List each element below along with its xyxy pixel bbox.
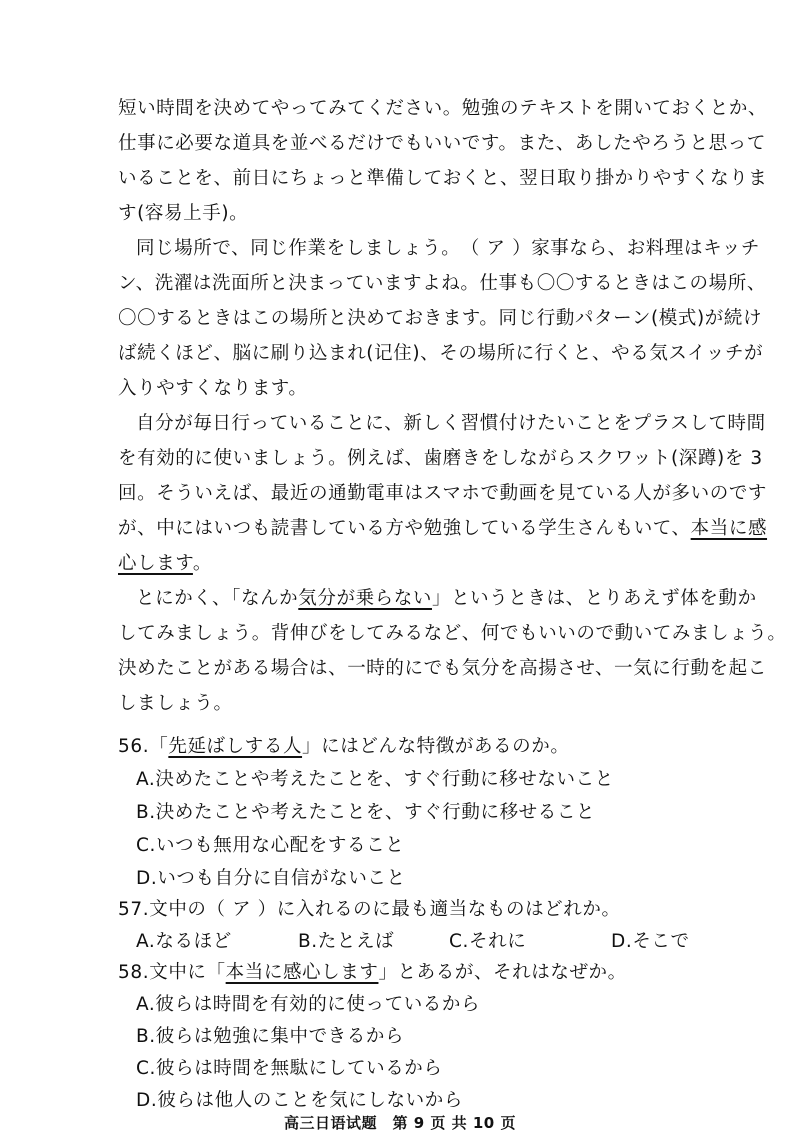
question-56-option-b: B.決めたことや考えたことを、すぐ行動に移せること [136,802,596,823]
question-57-option-c: C.それに [449,931,527,952]
question-56-open-quote: 「 [149,736,169,757]
passage-line-4: す(容易上手)。 [118,203,249,224]
passage-line-16: してみましょう。背伸びをしてみるなど、何でもいいので動いてみましょう。 [118,623,787,644]
passage-line-12: 回。そういえば、最近の通勤電車はスマホで動画を見ている人が多いのです [118,483,768,504]
passage-line-17: 決めたことがある場合は、一時的にでも気分を高揚させ、一気に行動を起こ [118,658,767,679]
question-58-pre: 文中に「 [149,962,226,983]
question-58-option-d: D.彼らは他人のことを気にしないから [136,1090,463,1111]
question-56-option-a: A.決めたことや考えたことを、すぐ行動に移せないこと [136,769,614,790]
passage-line-1: 短い時間を決めてやってみてください。勉強のテキストを開いておくとか、 [118,98,768,119]
question-58-underlined: 本当に感心します [225,962,379,983]
question-58-number: 58. [118,962,150,983]
passage-line-14 [118,552,212,576]
question-56-number: 56. [118,736,150,757]
question-57-stem: 57.文中の（ ア ）に入れるのに最も適当なものはどれか。 [118,899,621,920]
question-58-option-c: C.彼らは時間を無駄にしているから [136,1058,443,1079]
passage-line-10: 自分が毎日行っていることに、新しく習慣付けたいことをプラスして時間 [136,413,766,434]
underlined-phrase-kanshin-end: 心します [118,553,193,574]
passage-line-7: 〇〇するときはこの場所と決めておきます。同じ行動パターン(模式)が続け [118,308,763,329]
passage-line-15 [136,587,757,611]
passage-line-13 [118,517,767,541]
question-58-option-b: B.彼らは勉強に集中できるから [136,1026,405,1047]
question-58-stem [118,961,627,985]
passage-line-3: いることを、前日にちょっと準備しておくと、翌日取り掛かりやすくなりま [118,168,768,189]
passage-line-18: しましょう。 [118,693,233,714]
page-footer: 高三日语试题 第 9 页 共 10 页 [284,1114,516,1132]
question-56-underlined: 先延ばしする人 [168,736,303,757]
question-58-option-a: A.彼らは時間を有効的に使っているから [136,994,481,1015]
passage-line-9: 入りやすくなります。 [118,378,308,399]
passage-line-13-text: が、中にはいつも読書している方や勉強している学生さんもいて、 [118,518,691,539]
passage-line-15-a: とにかく、「なんか [136,588,299,609]
passage-line-6: ン、洗濯は洗面所と決まっていますよね。仕事も〇〇するときはこの場所、 [118,273,766,294]
question-56-stem [118,735,569,759]
underlined-phrase-kanshin-start: 本当に感 [690,518,768,539]
passage-line-2: 仕事に必要な道具を並べるだけでもいいです。また、あしたやろうと思って [118,133,766,154]
question-56-option-d: D.いつも自分に自信がないこと [136,868,406,889]
passage-line-14-text: 。 [192,553,213,574]
question-57-option-a: A.なるほど [136,931,232,952]
passage-line-8: ば続くほど、脳に刷り込まれ(记住)、その場所に行くと、やる気スイッチが [118,343,764,364]
question-58-rest: 」とあるが、それはなぜか。 [378,962,627,983]
passage-line-5: 同じ場所で、同じ作業をしましょう。 （ ア ）家事なら、お料理はキッチ [136,238,761,259]
passage-line-15-c: 」というときは、とりあえず体を動か [431,588,757,609]
question-57-option-b: B.たとえば [298,931,395,952]
underlined-phrase-kibun: 気分が乗らない [298,588,432,609]
question-57-option-d: D.そこで [611,931,690,952]
question-56-option-c: C.いつも無用な心配をすること [136,835,405,856]
question-56-rest: 」にはどんな特徴があるのか。 [302,736,570,757]
passage-line-11: を有効的に使いましょう。例えば、歯磨きをしながらスクワット(深蹲)を 3 [118,448,763,469]
